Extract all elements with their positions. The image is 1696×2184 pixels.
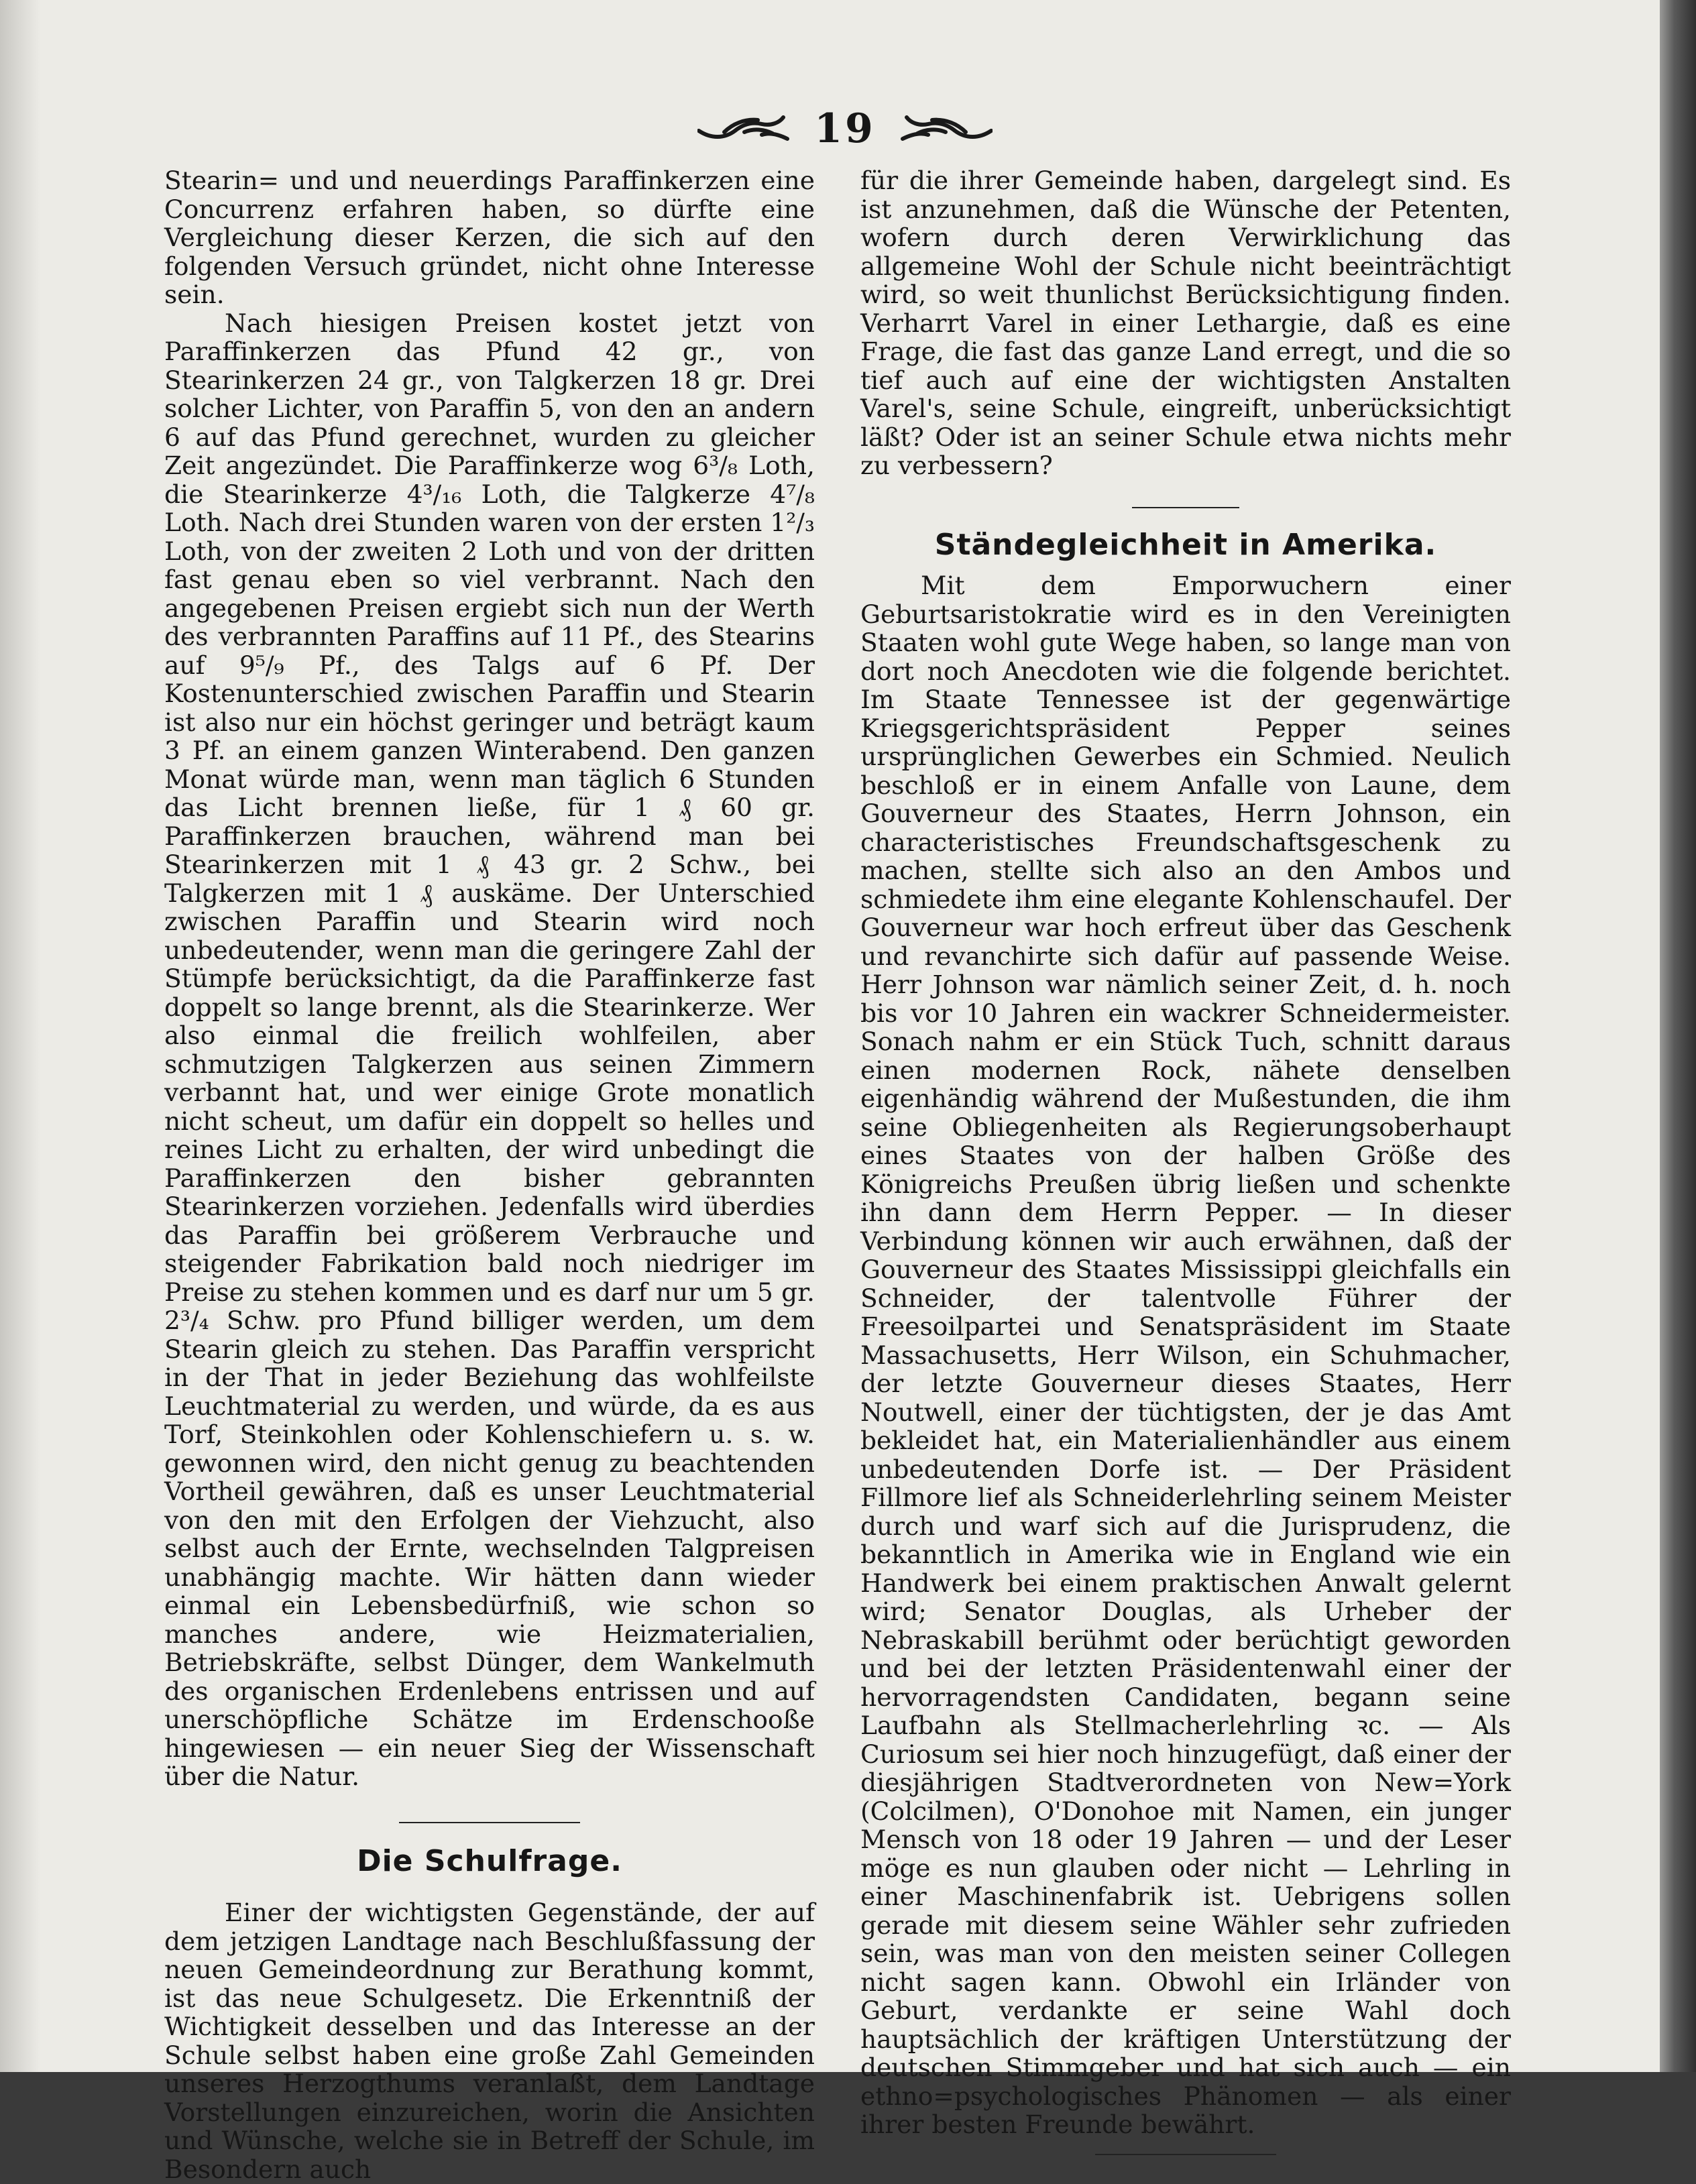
- paragraph-schulfrage: Einer der wichtigsten Gegenstände, der auf dem jetzigen Landtage nach Beschlußfassung der neuen Gemeindeordnung zur Berathung kommt, ist das neue Schulgesetz. Die Erkenntniß der Wichtigkeit desselben und das Interesse an der Schule selbst haben eine große Zahl Gemeinden unseres Herzogthums veranlaßt, dem Landtage Vorstellungen einzureichen, worin die Ansichten und Wünsche, welche sie in Betreff der Schule, im Besondern auch: [164, 1898, 815, 2184]
- section-divider: [399, 1822, 580, 1823]
- end-divider: [1095, 2154, 1276, 2155]
- page-edge-shadow: [1660, 0, 1696, 2072]
- right-column: [860, 166, 1511, 2155]
- left-ornament: [697, 112, 791, 146]
- right-ornament: [899, 112, 993, 146]
- heading-amerika: Ständegleichheit in Amerika.: [934, 527, 1437, 562]
- paragraph-amerika: Mit dem Emporwuchern einer Geburtsaristokratie wird es in den Vereinigten Staaten wohl gute Wege haben, so lange man von dort noch Anecdoten wie die folgende berichtet. Im Staate Tennessee ist der gegenwärtige Kriegsgerichtspräsident Pepper seines ursprünglichen Gewerbes ein Schmied. Neulich beschloß er in einem Anfalle von Laune, dem Gouverneur des Staates, Herrn Johnson, ein characteristisches Freundschaftsgeschenk zu machen, stellte sich also an den Ambos und schmiedete ihm eine elegante Kohlenschaufel. Der Gouverneur war hoch erfreut über das Geschenk und revanchirte sich dafür auf passende Weise. Herr Johnson war nämlich seiner Zeit, d. h. noch bis vor 10 Jahren ein wackrer Schneidermeister. Sonach nahm er ein Stück Tuch, schnitt daraus einen modernen Rock, nähete denselben eigenhändig während der Mußestunden, die ihm seine Obliegenheiten als Regierungsoberhaupt eines Staates von der halben Größe des Königreichs Preußen übrig ließen und schenkte ihn dann dem Herrn Pepper. — In dieser Verbindung können wir auch erwähnen, daß der Gouverneur des Staates Mississippi gleichfalls ein Schneider, der talentvolle Führer der Freesoilpartei und Senatspräsident im Staate Massachusetts, Herr Wilson, ein Schuhmacher, der letzte Gouverneur dieses Staates, Herr Noutwell, einer der tüchtigsten, der je das Amt bekleidet hat, ein Materialienhändler aus einem unbedeutenden Dorfe ist. — Der Präsident Fillmore lief als Schneiderlehrling seinem Meister durch und warf sich auf die Jurisprudenz, die bekanntlich in Amerika wie in England wie ein Handwerk bei einem praktischen Anwalt gelernt wird; Senator Douglas, als Urheber der Nebraskabill berühmt oder berüchtigt geworden und bei der letzten Präsidentenwahl einer der hervorragendsten Candidaten, begann seine Laufbahn als Stellmacherlehrling ꝛc. — Als Curiosum sei hier noch hinzugefügt, daß einer der diesjährigen Stadtverordneten von New=York (Colcilmen), O'Donohoe mit Namen, ein junger Mensch von 18 oder 19 Jahren — und der Leser möge es nun glauben oder nicht — Lehrling in einer Maschinenfabrik ist. Uebrigens sollen gerade mit diesem seine Wähler sehr zufrieden sein, was man von den meisten seiner Collegen nicht sagen kann. Obwohl ein Irländer von Geburt, verdankte er seine Wahl doch hauptsächlich der kräftigen Unterstützung der deutschen Stimmgeber und hat sich auch — ein ethno=psychologisches Phänomen — als einer ihrer besten Freunde bewährt.: [860, 571, 1511, 2139]
- page-header: [697, 102, 993, 156]
- paragraph-paraffin-main: Nach hiesigen Preisen kostet jetzt von Paraffinkerzen das Pfund 42 gr., von Stearinkerzen 24 gr., von Talgkerzen 18 gr. Drei solcher Lichter, von Paraffin 5, von den an andern 6 auf das Pfund gerechnet, wurden zu gleicher Zeit angezündet. Die Paraffinkerze wog 6³/₈ Loth, die Stearinkerze 4³/₁₆ Loth, die Talgkerze 4⁷/₈ Loth. Nach drei Stunden waren von der ersten 1²/₃ Loth, von der zweiten 2 Loth und von der dritten fast genau eben so viel verbrannt. Nach den angegebenen Preisen ergiebt sich nun der Werth des verbrannten Paraffins auf 11 Pf., des Stearins auf 9⁵/₉ Pf., des Talgs auf 6 Pf. Der Kostenunterschied zwischen Paraffin und Stearin ist also nur ein höchst geringer und beträgt kaum 3 Pf. an einem ganzen Winterabend. Den ganzen Monat würde man, wenn man täglich 6 Stunden das Licht brennen ließe, für 1 ₰ 60 gr. Paraffinkerzen brauchen, während man bei Stearinkerzen mit 1 ₰ 43 gr. 2 Schw., bei Talgkerzen mit 1 ₰ auskäme. Der Unterschied zwischen Paraffin und Stearin wird noch unbedeutender, wenn man die geringere Zahl der Stümpfe berücksichtigt, da die Paraffinkerze fast doppelt so lange brennt, als die Stearinkerze. Wer also einmal die freilich wohlfeilen, aber schmutzigen Talgkerzen aus seinen Zimmern verbannt hat, und wer einige Grote monatlich nicht scheut, um dafür ein doppelt so helles und reines Licht zu erhalten, der wird unbedingt die Paraffinkerzen den bisher gebrannten Stearinkerzen vorziehen. Jedenfalls wird überdies das Paraffin bei größerem Verbrauche und steigender Fabrikation bald noch niedriger im Preise zu stehen kommen und es darf nur um 5 gr. 2³/₄ Schw. pro Pfund billiger werden, um dem Stearin gleich zu stehen. Das Paraffin verspricht in der That in jeder Beziehung das wohlfeilste Leuchtmaterial zu werden, und würde, da es aus Torf, Steinkohlen oder Kohlenschiefern u. s. w. gewonnen wird, den nicht genug zu beachtenden Vortheil gewähren, daß es unser Leuchtmaterial von den mit den Erfolgen der Viehzucht, also selbst auch der Ernte, wechselnden Talgpreisen unabhängig machte. Wir hätten dann wieder einmal ein Lebensbedürfniß, wie schon so manches andere, wie Heizmaterialien, Betriebskräfte, selbst Dünger, dem Wankelmuth des organischen Erdenlebens entrissen und auf unerschöpfliche Schätze im Erdenschooße hingewiesen — ein neuer Sieg der Wissenschaft über die Natur.: [164, 308, 815, 1791]
- page-number: 19: [814, 105, 876, 152]
- section-divider: [1132, 507, 1239, 508]
- heading-schulfrage: Die Schulfrage.: [357, 1843, 622, 1878]
- paragraph-paraffin-intro: Stearin= und und neuerdings Paraffinkerzen eine Concurrenz erfahren haben, so dürfte eine Vergleichung dieser Kerzen, die sich auf den folgenden Versuch gründet, nicht ohne Interesse sein.: [164, 166, 815, 309]
- paragraph-schulfrage-continued: für die ihrer Gemeinde haben, dargelegt sind. Es ist anzunehmen, daß die Wünsche der Petenten, wofern durch deren Verwirklichung das allgemeine Wohl der Schule nicht beeinträchtigt wird, so weit thunlichst Berücksichtigung finden. Verharrt Varel in einer Lethargie, daß es eine Frage, die fast das ganze Land erregt, und die so tief auch auf eine der wichtigsten Anstalten Varel's, seine Schule, eingreift, unberücksichtigt läßt? Oder ist an seiner Schule etwa nichts mehr zu verbessern?: [860, 166, 1511, 480]
- left-column: [164, 166, 815, 2183]
